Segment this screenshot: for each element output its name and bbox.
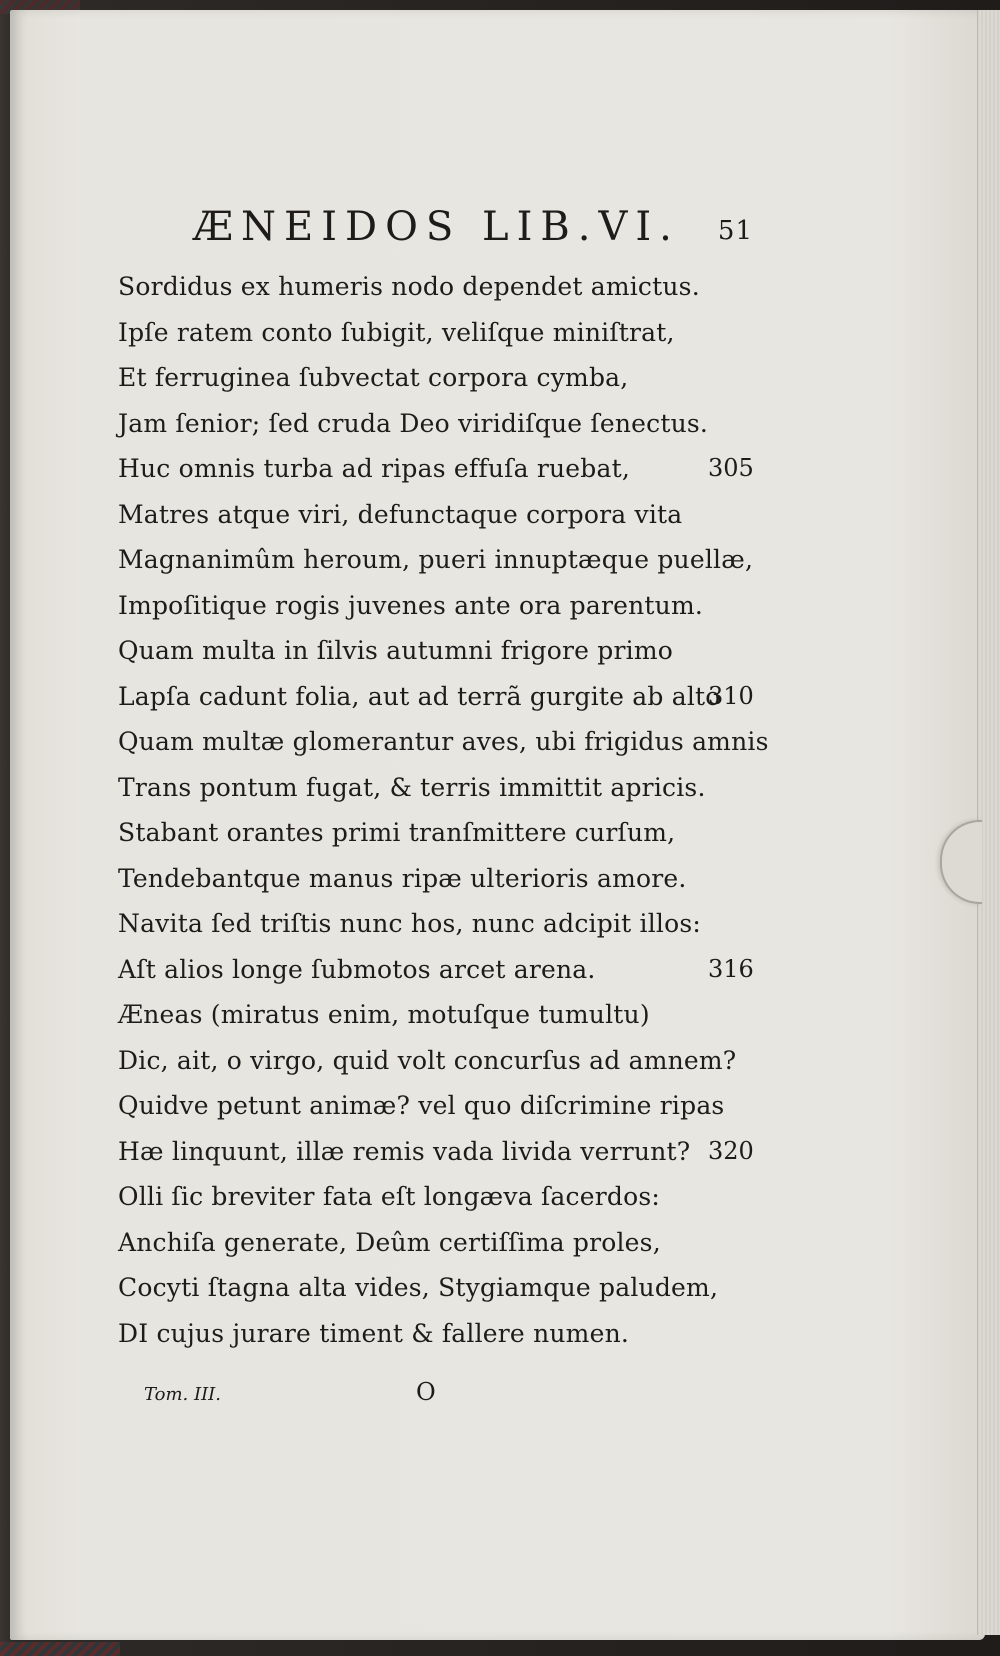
verse-line	[118, 765, 778, 811]
verse-line	[118, 401, 778, 447]
verse-text: Navita ſed triſtis nunc hos, nunc adcipit illos:	[118, 909, 702, 938]
verse-text: DI cujus jurare timent & fallere numen.	[118, 1318, 630, 1348]
verse-text: Tendebantque manus ripæ ulterioris amore.	[118, 863, 687, 893]
verse-text: Quam multa in ſilvis autumni frigore primo	[118, 636, 673, 665]
verse-text: Huc omnis turba ad ripas effuſa ruebat,	[118, 454, 630, 483]
verse-line	[118, 856, 778, 902]
binding-thread-bottom	[0, 1642, 120, 1656]
verse-text: Magnanimûm heroum, pueri innuptæque puellæ,	[118, 545, 754, 574]
book-page	[10, 10, 985, 1640]
verse-text: Cocyti ſtagna alta vides, Stygiamque paludem,	[118, 1273, 719, 1302]
verse-line	[118, 901, 778, 947]
verse-list	[118, 264, 778, 1356]
verse-line	[118, 1174, 778, 1220]
verse-line	[118, 264, 778, 310]
verse-line	[118, 1038, 778, 1084]
verse-text: Aſt alios longe ſubmotos arcet arena.	[118, 954, 596, 984]
verse-line	[118, 1265, 778, 1311]
verse-line	[118, 355, 778, 401]
verse-text: Et ferruginea ſubvectat corpora cymba,	[118, 363, 629, 392]
verse-line	[118, 719, 778, 765]
verse-text: Lapſa cadunt folia, aut ad terrã gurgite ab alto	[118, 681, 721, 711]
verse-line	[118, 1220, 778, 1266]
line-number: 320	[708, 1136, 754, 1165]
verse-text: Quidve petunt animæ? vel quo diſcrimine ripas	[118, 1091, 725, 1120]
line-number: 310	[708, 681, 754, 710]
verse-line	[118, 947, 778, 993]
verse-line	[118, 1083, 778, 1129]
verse-line	[118, 537, 778, 583]
verse-line	[118, 446, 778, 492]
verse-text: Trans pontum fugat, & terris immittit apricis.	[118, 772, 706, 802]
verse-line	[118, 1129, 778, 1175]
verse-text: Stabant orantes primi tranſmittere curſum,	[118, 818, 676, 847]
verse-text: Quam multæ glomerantur aves, ubi frigidus amnis	[118, 727, 769, 756]
verse-line	[118, 674, 778, 720]
verse-text: Anchiſa generate, Deûm certiſſima proles,	[118, 1227, 661, 1257]
volume-mark: Tom. III.	[144, 1384, 222, 1405]
verse-text: Hæ linquunt, illæ remis vada livida verrunt?	[118, 1136, 691, 1166]
verse-line	[118, 992, 778, 1038]
verse-text: Dic, ait, o virgo, quid volt concurſus ad amnem?	[118, 1045, 737, 1075]
signature-mark: O	[416, 1378, 436, 1406]
verse-line	[118, 628, 778, 674]
verse-line	[118, 492, 778, 538]
verse-text: Impoſitique rogis juvenes ante ora parentum.	[118, 590, 703, 620]
verse-text: Jam ſenior; ſed cruda Deo viridiſque ſenectus.	[118, 408, 709, 438]
running-title: ÆNEIDOS LIB.VI.	[193, 204, 680, 250]
page-number: 51	[717, 216, 753, 246]
page-header	[193, 204, 783, 254]
verse-text: Matres atque viri, defunctaque corpora vita	[118, 499, 683, 529]
line-number: 305	[708, 454, 754, 482]
verse-text: Æneas (miratus enim, motuſque tumultu)	[118, 1000, 650, 1029]
verse-line	[118, 583, 778, 629]
line-number: 316	[708, 954, 754, 983]
page-footer	[144, 1378, 644, 1418]
verse-line	[118, 310, 778, 356]
verse-line	[118, 1311, 778, 1357]
verse-text: Sordidus ex humeris nodo dependet amictus.	[118, 272, 700, 301]
verse-text: Ipſe ratem conto ſubigit, veliſque miniſtrat,	[118, 317, 675, 347]
verse-text: Olli ſic breviter fata eſt longæva ſacerdos:	[118, 1182, 660, 1211]
verse-line	[118, 810, 778, 856]
